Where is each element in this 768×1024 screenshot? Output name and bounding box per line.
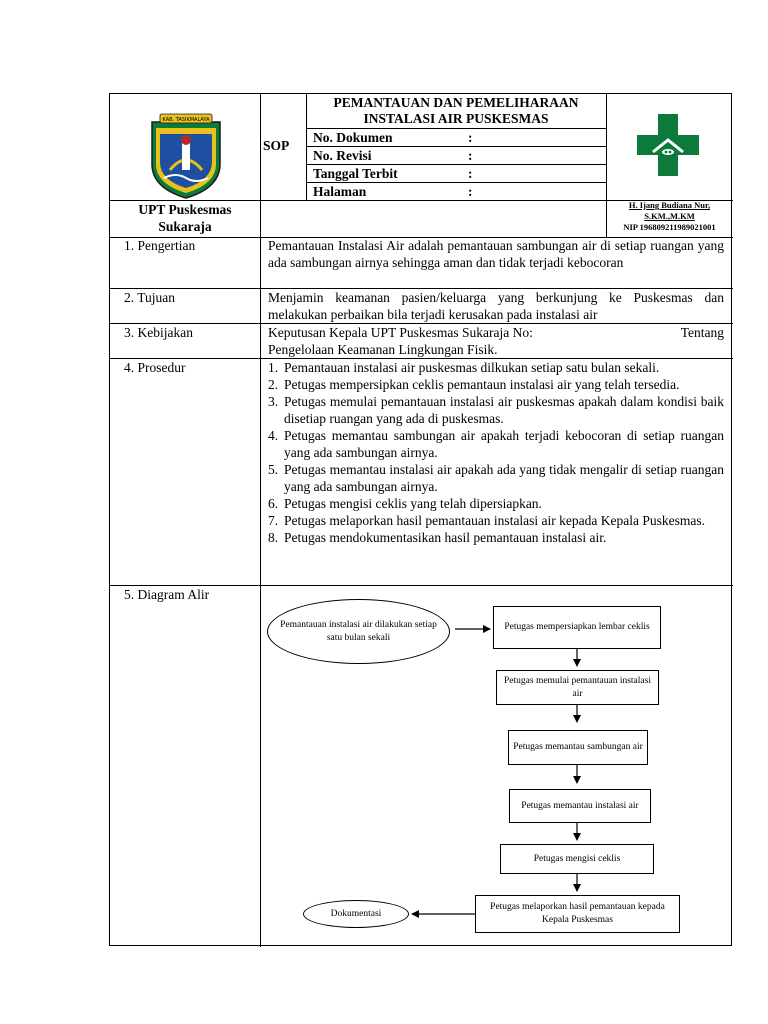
procedure-step: 4. Petugas memantau sambungan air apakah terjadi kebocoran di setiap ruangan yang ada sambungan airnya. xyxy=(268,428,724,460)
flow-node: Petugas memantau instalasi air xyxy=(509,789,651,823)
flow-end-node: Dokumentasi xyxy=(303,900,409,928)
sop-document xyxy=(109,93,732,946)
section-label-kebijakan: 3. Kebijakan xyxy=(124,325,193,340)
section-label-pengertian: 1. Pengertian xyxy=(124,238,196,253)
meta-colon: : xyxy=(468,166,473,181)
section-label-diagram: 5. Diagram Alir xyxy=(124,587,210,602)
signer-title: S.KM.,M.KM xyxy=(644,211,695,221)
procedure-step: 7. Petugas melaporkan hasil pemantauan instalasi air kepada Kepala Puskesmas. xyxy=(268,513,705,528)
sop-label: SOP xyxy=(263,138,290,153)
unit-name: UPT Puskesmas Sukaraja xyxy=(138,202,232,234)
meta-label-revisi: No. Revisi xyxy=(313,148,372,163)
flow-node: Petugas melaporkan hasil pemantauan kepada Kepala Puskesmas xyxy=(475,895,680,933)
section-text-pengertian: Pemantauan Instalasi Air adalah pemantauan sambungan air di setiap ruangan yang ada sambungan airnya sehingga aman dan tidak terjadi kebocoran xyxy=(268,238,724,270)
meta-colon: : xyxy=(468,184,473,199)
signer-nip: NIP 196809211989021001 xyxy=(623,222,716,232)
section-label-prosedur: 4. Prosedur xyxy=(124,360,186,375)
procedure-step: 8. Petugas mendokumentasikan hasil pemantauan instalasi air. xyxy=(268,530,607,545)
meta-colon: : xyxy=(468,130,473,145)
meta-label-dokumen: No. Dokumen xyxy=(313,130,393,145)
section-text-tujuan: Menjamin keamanan pasien/keluarga yang berkunjung ke Puskesmas dan melakukan perbaikan bila terjadi kerusakan pada instalasi air xyxy=(268,290,724,322)
procedure-step: 2. Petugas mempersipkan ceklis pemantaun instalasi air yang telah tersedia. xyxy=(268,377,680,392)
title-line-2: INSTALASI AIR PUSKESMAS xyxy=(363,111,549,126)
section-text-kebijakan: Keputusan Kepala UPT Puskesmas Sukaraja No: Tentang Pengelolaan Keamanan Lingkungan Fisik. xyxy=(268,325,724,357)
flow-start-node: Pemantauan instalasi air dilakukan setiap satu bulan sekali xyxy=(267,599,450,664)
svg-text:KAB. TASIKMALAYA: KAB. TASIKMALAYA xyxy=(162,117,210,123)
meta-label-halaman: Halaman xyxy=(313,184,367,199)
procedure-step: 5. Petugas memantau instalasi air apakah ada yang tidak mengalir di setiap ruangan yang ada sambungan airnya. xyxy=(268,462,724,494)
flow-node: Petugas mengisi ceklis xyxy=(500,844,654,874)
section-label-tujuan: 2. Tujuan xyxy=(124,290,176,305)
meta-colon: : xyxy=(468,148,473,163)
meta-label-tanggal: Tanggal Terbit xyxy=(313,166,398,181)
flow-node: Petugas mempersiapkan lembar ceklis xyxy=(493,606,661,649)
flow-node: Petugas memulai pemantauan instalasi air xyxy=(496,670,659,705)
procedure-step: 3. Petugas memulai pemantauan instalasi air puskesmas apakah dalam kondisi baik disetiap ruangan yang ada di puskesmas. xyxy=(268,394,724,426)
procedure-step: 1. Pemantauan instalasi air puskesmas dilkukan setiap satu bulan sekali. xyxy=(268,360,660,375)
procedure-step: 6. Petugas mengisi ceklis yang telah dipersiapkan. xyxy=(268,496,542,511)
signer-name: H. Ijang Budiana Nur, xyxy=(628,200,711,210)
flow-node: Petugas memantau sambungan air xyxy=(508,730,648,765)
title-line-1: PEMANTAUAN DAN PEMELIHARAAN xyxy=(333,95,579,110)
